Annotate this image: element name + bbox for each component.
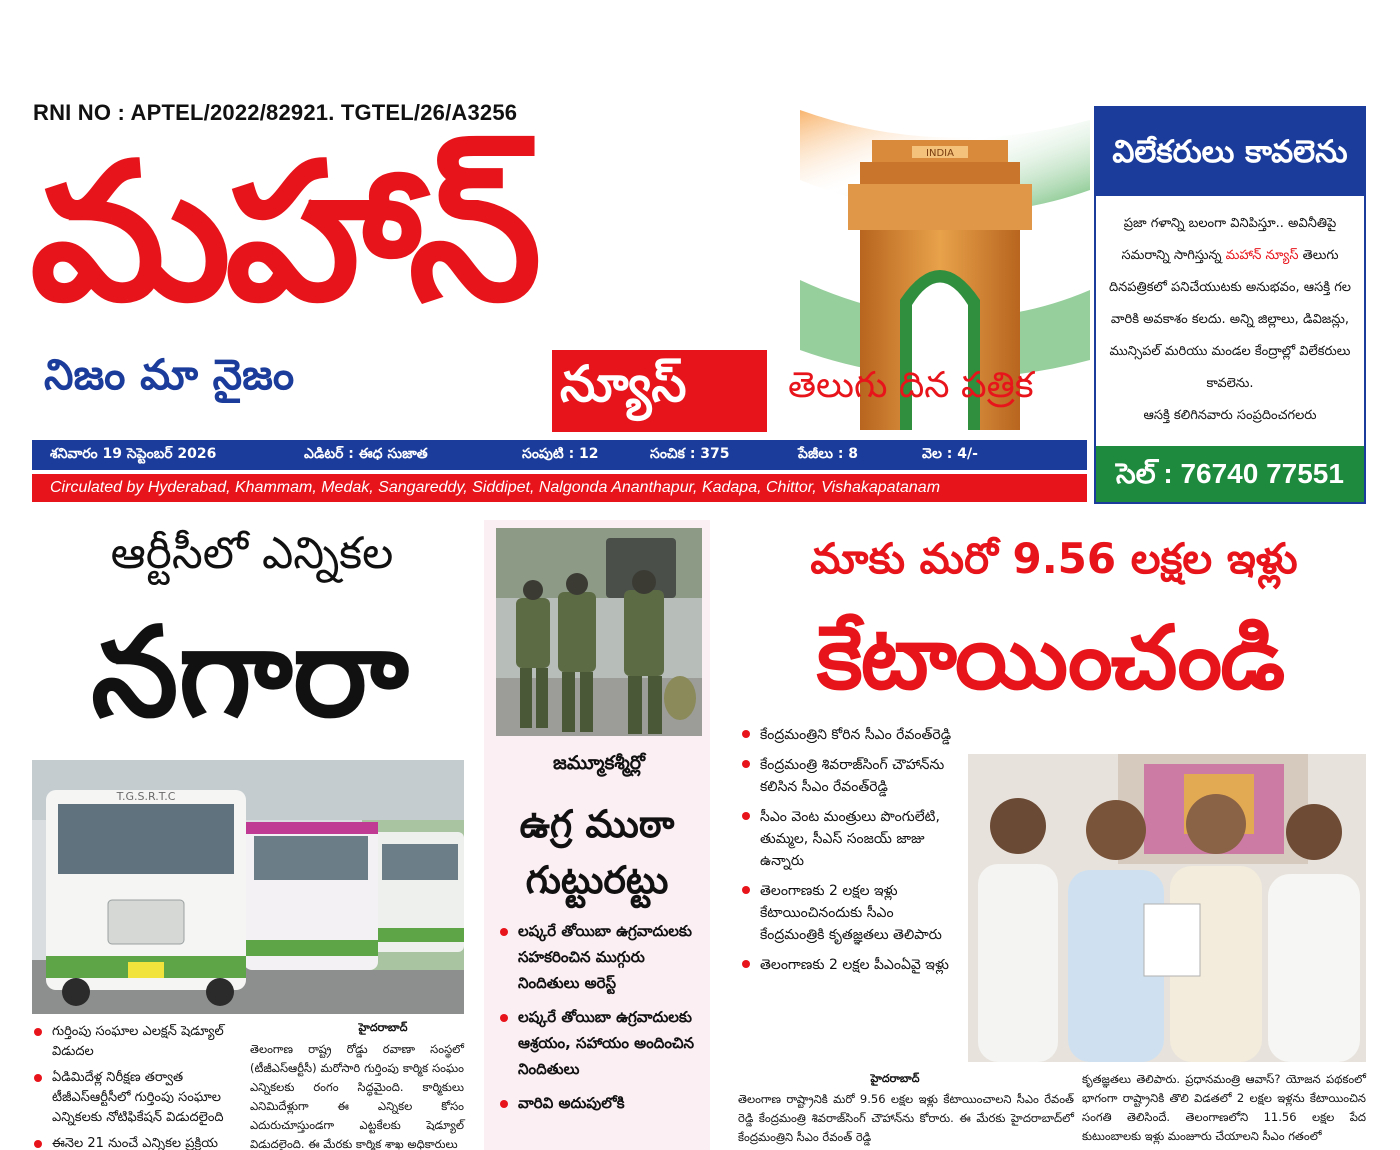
cm-meeting-photo [968, 754, 1366, 1062]
reporters-wanted-ad [1094, 106, 1366, 504]
news-word: న్యూస్ [560, 355, 687, 413]
bullet-text: కేంద్రమంత్రిని కోరిన సీఎం రేవంత్‌రెడ్డి [760, 727, 952, 743]
left-story-body: తెలంగాణ రాష్ట్ర రోడ్డు రవాణా సంస్థలో (టీజీఎస్ఆర్టీసీ) మరోసారి గుర్తింపు కార్మిక సంఘం ఎన్నికలకు రంగం సిద్ధమైంది. కార్మికులు ఎనిమిదేళ్లుగా ఈ ఎన్నికల కోసం ఎదురుచూస్తుండగా ఎట్టకేలకు షెడ్యూల్ విడుదలైంది. ఈ మేరకు కార్మిక శాఖ అధికారులు [250, 1042, 464, 1150]
rni-number: RNI NO : APTEL/2022/82921. TGTEL/26/A3256 [33, 100, 518, 125]
bullet-dot-icon [742, 812, 750, 820]
newspaper-tagline: నిజం మా నైజం [44, 350, 295, 399]
right-story-headline: కేటాయించండి [816, 606, 1284, 709]
bullet-dot-icon [500, 928, 508, 936]
list-item [738, 724, 960, 746]
bullet-dot-icon [500, 1100, 508, 1108]
list-item [30, 1022, 242, 1062]
bullet-text: ఈనెల 21 నుంచే ఎన్నికల ప్రక్రియ [52, 1136, 218, 1150]
bullet-dot-icon [500, 1014, 508, 1022]
bullet-text: సీఎం వెంట మంత్రులు పొంగులేటి, తుమ్మల, సీఎస్ సంజయ్ జాజు ఉన్నారు [760, 809, 940, 869]
ad-brand-highlight: మహాన్ న్యూస్ [1225, 248, 1299, 263]
bullet-dot-icon [34, 1074, 42, 1082]
list-item [30, 1068, 242, 1128]
gate-label: INDIA [926, 148, 954, 159]
issue-date: శనివారం 19 సెప్టెంబర్ 2026 [50, 446, 217, 462]
newspaper-title [30, 118, 820, 348]
left-story-headline: నగారా [91, 600, 409, 745]
list-item [738, 880, 960, 946]
right-story-kicker: మాకు మరో 9.56 లక్షల ఇళ్లు [810, 534, 1298, 583]
ad-title: విలేకరులు కావలెను [1096, 108, 1364, 196]
issue-info-bar [32, 440, 1087, 470]
left-story-kicker: ఆర్టీసీలో ఎన్నికల [110, 528, 394, 579]
issue-number: సంచిక : 375 [650, 446, 730, 462]
bullet-dot-icon [742, 760, 750, 768]
bullet-text: తెలంగాణకు 2 లక్షల ఇళ్లు కేటాయించినందుకు సీఎం కేంద్రమంత్రికి కృతజ్ఞతలు తెలిపారు [760, 883, 942, 943]
bus-label: T.G.S.R.T.C [116, 790, 176, 803]
bullet-text: లష్కరే తోయిబా ఉగ్రవాదులకు ఆశ్రయం, సహాయం అందించిన నిందితులు [518, 1008, 694, 1078]
telugu-daily-label: తెలుగు దిన పత్రిక [788, 365, 1034, 406]
list-item [496, 1090, 706, 1116]
circulation-bar: Circulated by Hyderabad, Khammam, Medak, Sangareddy, Siddipet, Nalgonda Ananthapur, Kadapa, Chittor, Vishakapatanam [32, 474, 1087, 502]
bullet-dot-icon [742, 730, 750, 738]
list-item [738, 754, 960, 798]
middle-story-kicker: జమ్మూకశ్మీర్లో [552, 752, 646, 774]
left-story-bullets [30, 1022, 242, 1150]
ad-phone-number: సెల్ : 76740 77551 [1096, 446, 1364, 502]
middle-story-headline: ఉగ్ర ముఠా గుట్టురట్టు [519, 801, 675, 902]
ad-body-text-cont: తెలుగు దినపత్రికలో పనిచేయుటకు అనుభవం, ఆసక్తి గల వారికి అవకాశం కలదు. అన్ని జిల్లాలు, డివిజన్లు, మున్సిపల్ మరియు మండల కేంద్రాల్లో విలేకరులు కావలెను. [1108, 248, 1351, 391]
bullet-text: ఏడిమిదేళ్ల నిరీక్షణ తర్వాత టీజీఎస్ఆర్టీసీలో గుర్తింపు సంఘాల ఎన్నికలకు నోటిఫికేషన్ విడుదలైంది [52, 1070, 224, 1125]
right-story-body-col1: తెలంగాణ రాష్ట్రానికి మరో 9.56 లక్షల ఇళ్లు కేటాయించాలని సీఎం రేవంత్ రెడ్డి కేంద్రమంత్రి శివరాజ్‌సింగ్ చౌహాన్‌ను కోరారు. ఈ మేరకు హైదరాబాద్‌లో కేంద్రమంత్రిని సీఎం రేవంత్ రెడ్డి [738, 1092, 1074, 1144]
rtc-bus-photo [32, 760, 464, 1014]
bullet-text: గుర్తింపు సంఘాల ఎలక్షన్ షెడ్యూల్ విడుదల [52, 1024, 224, 1059]
issue-price: వెల : 4/- [922, 446, 978, 462]
issue-pages: పేజీలు : 8 [798, 446, 859, 462]
ad-body [1104, 208, 1356, 432]
issue-editor: ఎడిటర్ : ఈధ సుజాత [304, 446, 428, 462]
security-forces-photo [496, 528, 702, 736]
newspaper-title-text: మహాన్ [30, 122, 536, 343]
bullet-text: వారివి అదుపులోకి [518, 1094, 625, 1112]
bullet-text: లష్కరే తోయిబా ఉగ్రవాదులకు సహకరించిన ముగ్గురు నిందితులు అరెస్ట్ [518, 922, 692, 992]
right-story-body-col2: కృతజ్ఞతలు తెలిపారు. ప్రధానమంత్రి ఆవాస్? యోజన పథకంలో భాగంగా రాష్ట్రానికి తొలి విడతలో 2 లక్షల ఇళ్లను కేటాయించిన సంగతి తెలిసిందే. తెలంగాణలోని 11.56 లక్షల పేద కుటుంబాలకు ఇళ్లు మంజూరు చేయాలని సీఎం గతంలో [1082, 1072, 1366, 1143]
right-story-dateline: హైదరాబాద్ [870, 1072, 920, 1085]
bullet-dot-icon [742, 886, 750, 894]
list-item [738, 806, 960, 872]
bullet-text: తెలంగాణకు 2 లక్షల పీఎంఏవై ఇళ్లు [760, 957, 949, 973]
left-story-dateline: హైదరాబాద్ [358, 1021, 408, 1034]
list-item [30, 1134, 242, 1150]
list-item [496, 918, 706, 996]
list-item [738, 954, 960, 976]
bullet-text: కేంద్రమంత్రి శివరాజ్‌సింగ్ చౌహాన్‌ను కలిసిన సీఎం రేవంత్‌రెడ్డి [760, 757, 945, 795]
issue-volume: సంపుటి : 12 [522, 446, 599, 462]
right-story-bullets [738, 724, 960, 984]
bullet-dot-icon [742, 960, 750, 968]
bullet-dot-icon [34, 1028, 42, 1036]
list-item [496, 1004, 706, 1082]
ad-contact-line: ఆసక్తి కలిగినవారు సంప్రదించగలరు [1143, 408, 1317, 423]
ad-body-text: ప్రజా గళాన్ని బలంగా వినిపిస్తూ.. అవినీతిపై సమరాన్ని సాగిస్తున్న [1121, 216, 1337, 263]
bullet-dot-icon [34, 1140, 42, 1148]
middle-story-bullets [496, 918, 706, 1124]
